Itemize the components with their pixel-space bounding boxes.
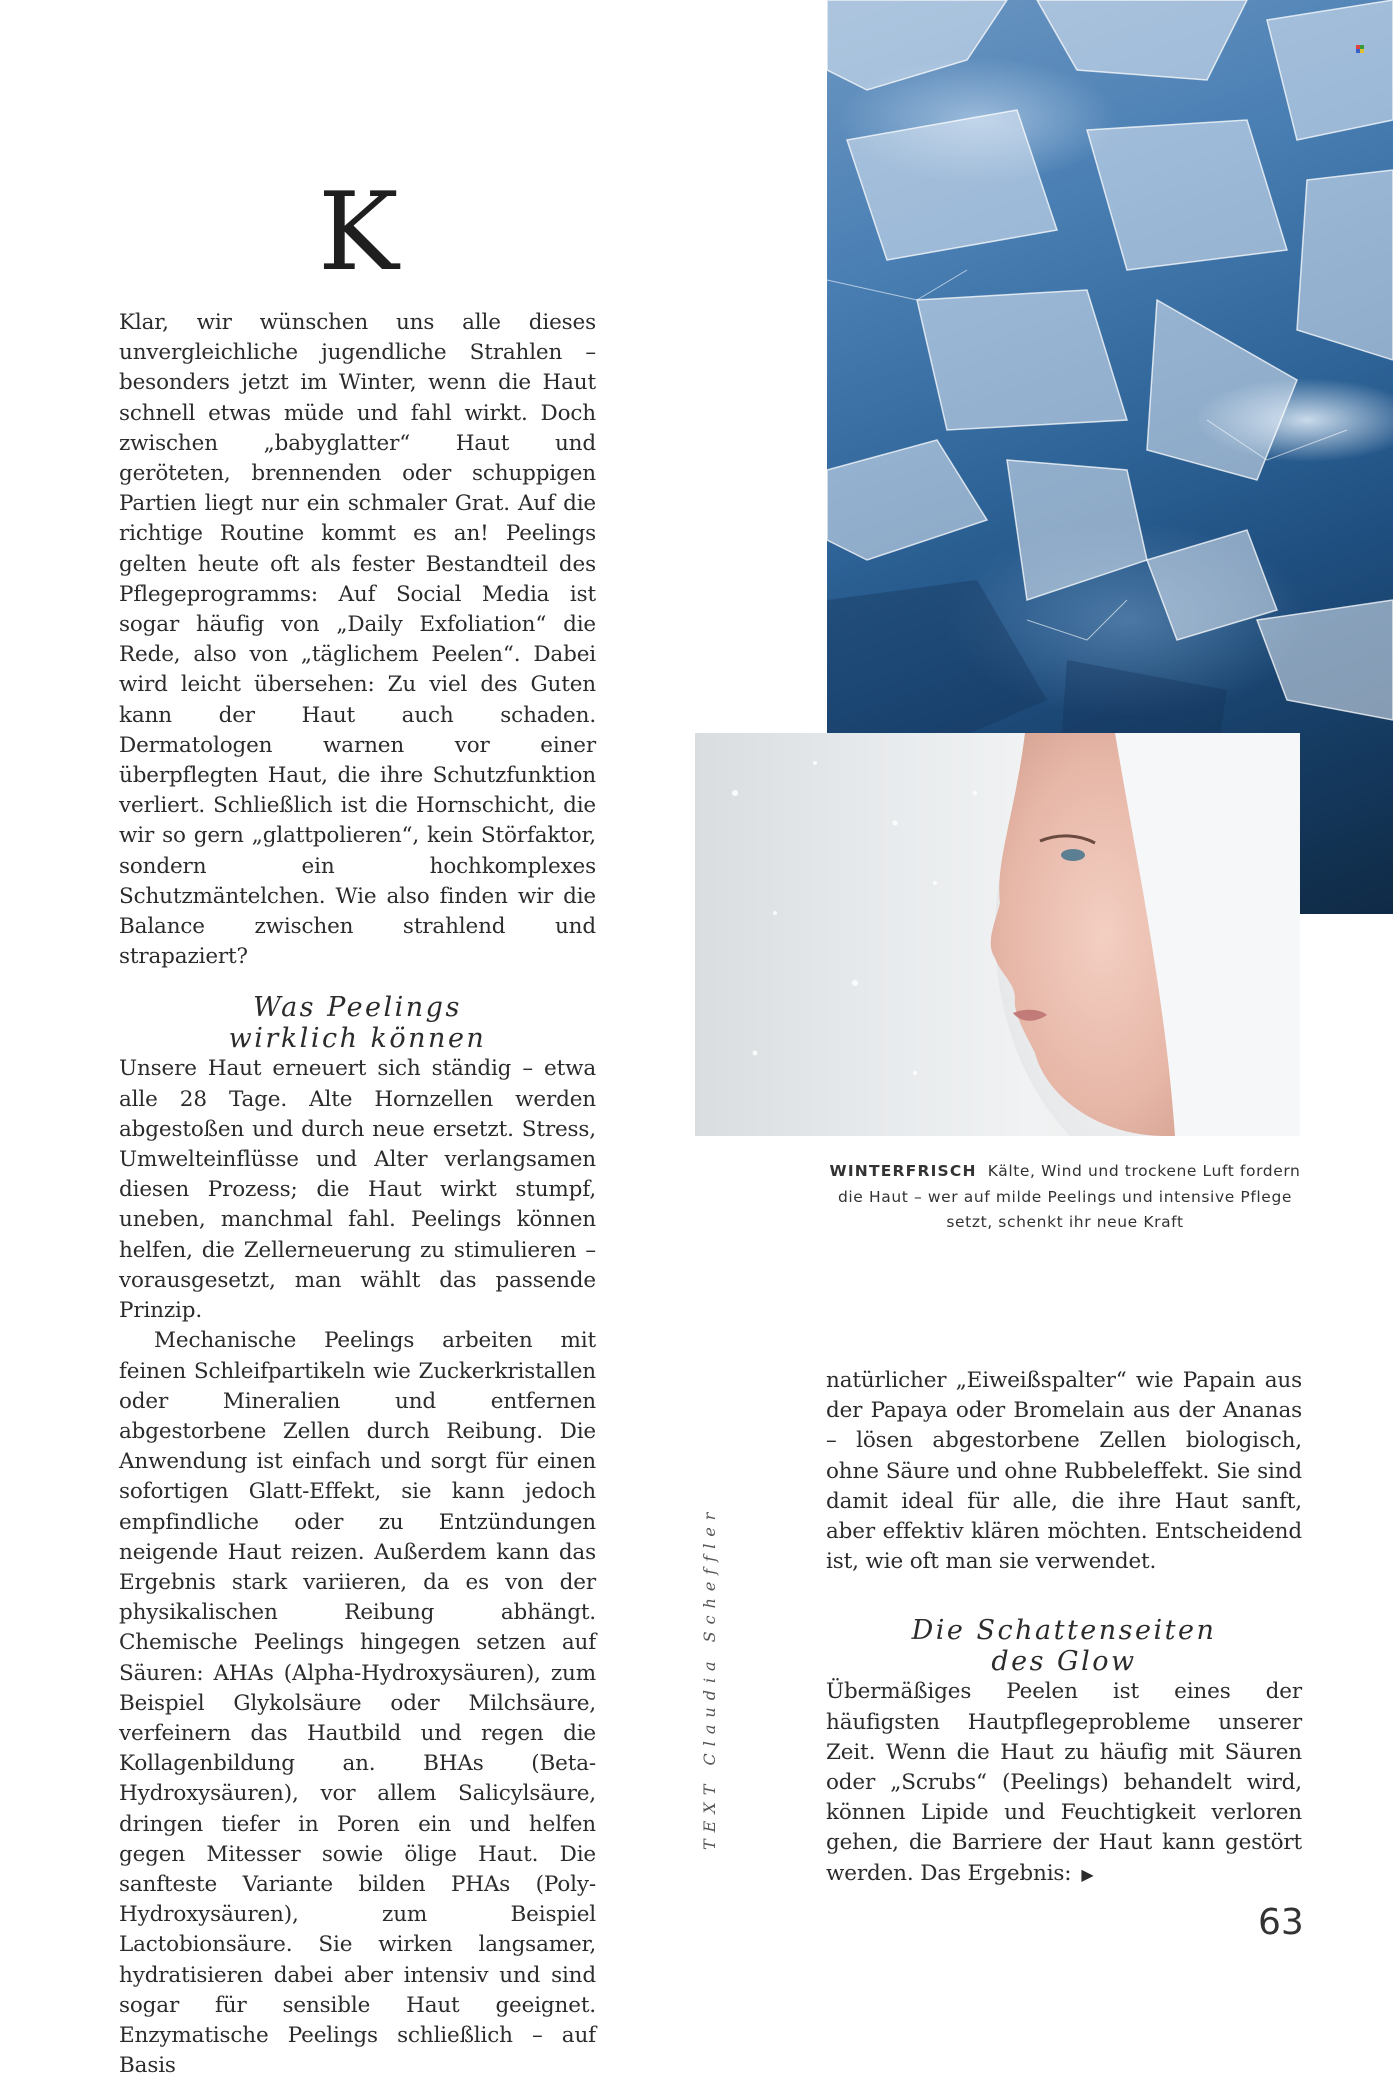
body-paragraph: natürlicher „Eiweißspalter“ wie Papain aus der Papaya oder Bromelain aus der Ananas – lösen abgestorbene Zellen biologisch, ohne Säure und ohne Rubbeleffekt. Sie sind damit ideal für alle, die ihre Haut sanft, aber effektiv klären möchten. Entscheidend ist, wie oft man sie verwendet. [826, 1368, 1302, 1575]
subheading-line-1: Was Peelings [253, 992, 462, 1024]
photo-caption [826, 1159, 1304, 1236]
right-column [826, 1366, 1302, 1890]
caption-text: Kälte, Wind und trockene Luft fordern die Haut – wer auf milde Peelings und intensive Pflege setzt, schenkt ihr neue Kraft [837, 1162, 1301, 1231]
subheading-line-2: wirklich können [228, 1023, 487, 1055]
body-paragraph [826, 1677, 1302, 1889]
intro-paragraph: Klar, wir wünschen uns alle dieses unvergleichliche jugendliche Strahlen – besonders jetzt im Winter, wenn die Haut schnell etwas müde und fahl wirkt. Doch zwischen „babyglatter“ Haut und geröteten, brennenden oder schuppigen Partien liegt nur ein schmaler Grat. Auf die richtige Routine kommt es an! Peelings gelten heute oft als fester Bestandteil des Pflegeprogramms: Auf Social Media ist sogar häufig von „Daily Exfoliation“ die Rede, also von „täglichem Peelen“. Dabei wird leicht übersehen: Zu viel des Guten kann der Haut auch schaden. Dermatologen warnen vor einer überpflegten Haut, die ihre Schutzfunktion verliert. Schließlich ist die Hornschicht, die wir so gern „glattpolieren“, kein Störfaktor, sondern ein hochkomplexes Schutzmäntelchen. Wie also finden wir die Balance zwischen strahlend und strapaziert? [119, 310, 596, 970]
subheading-line-2: des Glow [991, 1646, 1137, 1678]
drop-cap: K [318, 170, 399, 295]
subheading-what-peelings-can-do [119, 992, 596, 1054]
subheading-dark-side-of-glow [826, 1615, 1302, 1677]
woman-portrait-graphic [695, 733, 1300, 1136]
body-paragraph: Mechanische Peelings arbeiten mit feinen Schleifpartikeln wie Zuckerkristallen oder Mineralien und entfernen abgestorbene Zellen durch Reibung. Die Anwendung ist einfach und sorgt für einen sofortigen Glatt-Effekt, sie kann jedoch empfindliche oder zu Entzündungen neigende Haut reizen. Außerdem kann das Ergebnis stark variieren, da es von der physikalischen Reibung abhängt. Chemische Peelings hingegen setzen auf Säuren: AHAs (Alpha-Hydroxysäuren), zum Beispiel Glykolsäure oder Milchsäure, verfeinern das Hautbild und regen die Kollagenbildung an. BHAs (Beta-Hydroxysäuren), vor allem Salicylsäure, dringen tiefer in Poren ein und helfen gegen Mitesser sowie ölige Haut. Die sanfteste Variante bilden PHAs (Poly-Hydroxysäuren), zum Beispiel Lactobionsäure. Sie wirken langsamer, hydratisieren dabei aber intensiv und sind sogar für sensible Haut geeignet. Enzymatische Peelings schließlich – auf Basis [119, 1328, 596, 2079]
corner-mark [1356, 38, 1364, 46]
continue-arrow-icon: ▶ [1081, 1864, 1094, 1884]
subheading-line-1: Die Schattenseiten [911, 1615, 1217, 1647]
caption-label: WINTERFRISCH [829, 1162, 977, 1180]
author-credit: TEXT Claudia Scheffler [700, 1505, 719, 1850]
body-text: Übermäßiges Peelen ist eines der häufigsten Hautpflegeprobleme unserer Zeit. Wenn die Haut zu häufig mit Säuren oder „Scrubs“ (Peelings) behandelt wird, können Lipide und Feuchtigkeit verloren gehen, die Barriere der Haut kann gestört werden. Das Ergebnis: [826, 1679, 1302, 1886]
woman-photo [695, 733, 1300, 1136]
left-column [119, 308, 596, 2081]
body-paragraph: Unsere Haut erneuert sich ständig – etwa alle 28 Tage. Alte Hornzellen werden abgestoßen und durch neue ersetzt. Stress, Umwelteinflüsse und Alter verlangsamen diesen Prozess; die Haut wirkt stumpf, uneben, manchmal fahl. Peelings können helfen, die Zellerneuerung zu stimulieren – vorausgesetzt, man wählt das passende Prinzip. [119, 1056, 596, 1324]
page-number: 63 [1258, 1902, 1304, 1943]
